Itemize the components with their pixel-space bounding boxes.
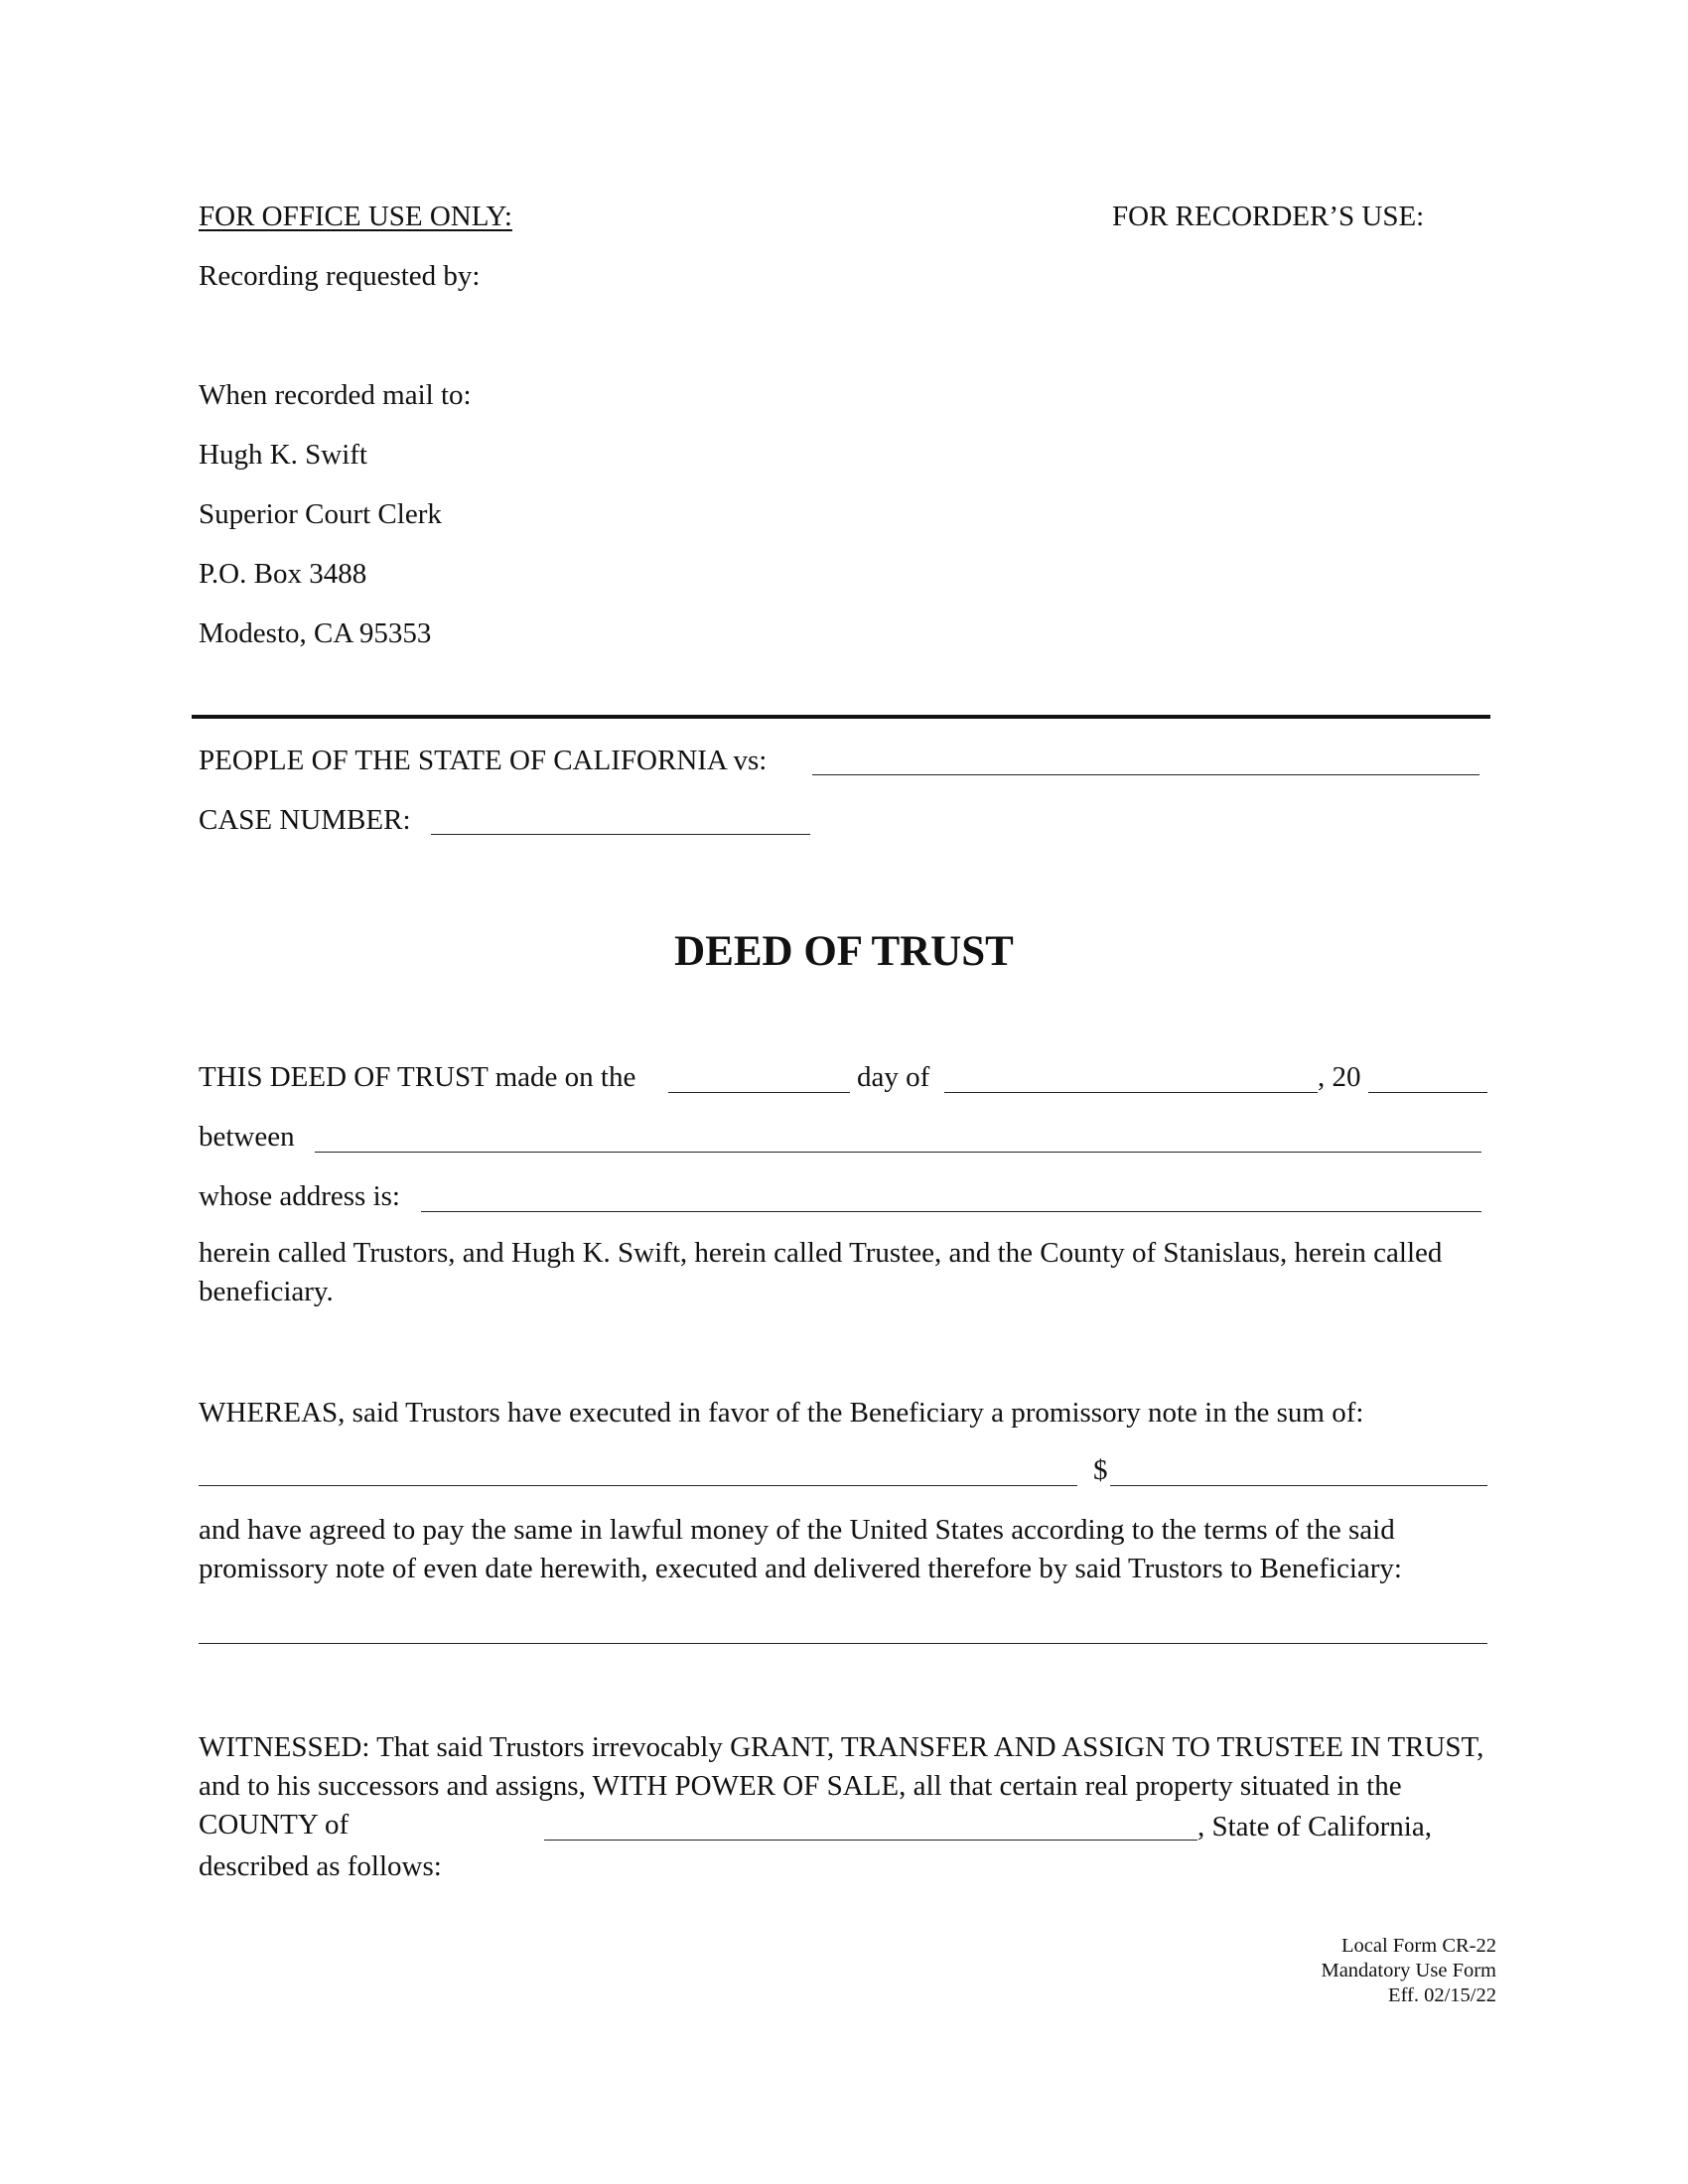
state-suffix: , State of California,: [1197, 1811, 1432, 1843]
recorder-use-heading: FOR RECORDER’S USE:: [1112, 201, 1425, 232]
form-footer: [1321, 1934, 1496, 2008]
mail-to-line-city: Modesto, CA 95353: [199, 617, 432, 649]
form-number: Local Form CR-22: [1340, 1935, 1496, 1957]
note-amount-words-field[interactable]: [199, 1485, 1077, 1486]
parties-paragraph: herein called Trustors, and Hugh K. Swift, herein called Trustee, and the County of Stanislaus, herein called beneficiary.: [199, 1237, 1443, 1307]
mail-to-label: When recorded mail to:: [199, 379, 472, 411]
mail-to-line-name: Hugh K. Swift: [199, 439, 367, 471]
day-field[interactable]: [668, 1092, 850, 1093]
day-of-label: day of: [857, 1061, 930, 1093]
trustor-address-field[interactable]: [421, 1211, 1481, 1212]
mail-to-line-title: Superior Court Clerk: [199, 498, 442, 530]
mail-to-line-box: P.O. Box 3488: [199, 558, 367, 590]
people-vs-label: PEOPLE OF THE STATE OF CALIFORNIA vs:: [199, 745, 768, 776]
month-field[interactable]: [944, 1092, 1318, 1093]
mandatory-use: Mandatory Use Form: [1321, 1960, 1496, 1981]
recording-requested-label: Recording requested by:: [199, 260, 481, 292]
county-field[interactable]: [544, 1840, 1197, 1841]
year-field[interactable]: [1368, 1092, 1487, 1093]
dollar-sign: $: [1093, 1454, 1108, 1486]
witnessed-paragraph: WITNESSED: That said Trustors irrevocably GRANT, TRANSFER AND ASSIGN TO TRUSTEE IN TRUST, and to his successors and assigns, WITH POWER OF SALE, all that certain real property situated in the COUNTY of: [199, 1731, 1484, 1841]
address-label: whose address is:: [199, 1180, 400, 1212]
document-title: DEED OF TRUST: [674, 928, 1014, 975]
case-number-label: CASE NUMBER:: [199, 804, 411, 836]
between-label: between: [199, 1121, 295, 1153]
case-number-field[interactable]: [431, 834, 810, 835]
agreement-paragraph: and have agreed to pay the same in lawful money of the United States according to the terms of the said promissory note of even date herewith, executed and delivered therefore by said Trustors to Beneficiary:: [199, 1514, 1402, 1584]
trustor-name-field[interactable]: [315, 1152, 1481, 1153]
described-as-label: described as follows:: [199, 1850, 442, 1882]
note-amount-figures-field[interactable]: [1110, 1485, 1487, 1486]
made-on-label: THIS DEED OF TRUST made on the: [199, 1061, 636, 1093]
defendant-name-field[interactable]: [812, 774, 1479, 775]
whereas-paragraph: WHEREAS, said Trustors have executed in favor of the Beneficiary a promissory note in the sum of:: [199, 1397, 1364, 1429]
beneficiary-line-field[interactable]: [199, 1643, 1487, 1644]
effective-date: Eff. 02/15/22: [1388, 1984, 1496, 2006]
office-use-heading: FOR OFFICE USE ONLY:: [199, 201, 512, 232]
year-prefix: , 20: [1318, 1061, 1361, 1093]
header-divider: [192, 715, 1490, 719]
